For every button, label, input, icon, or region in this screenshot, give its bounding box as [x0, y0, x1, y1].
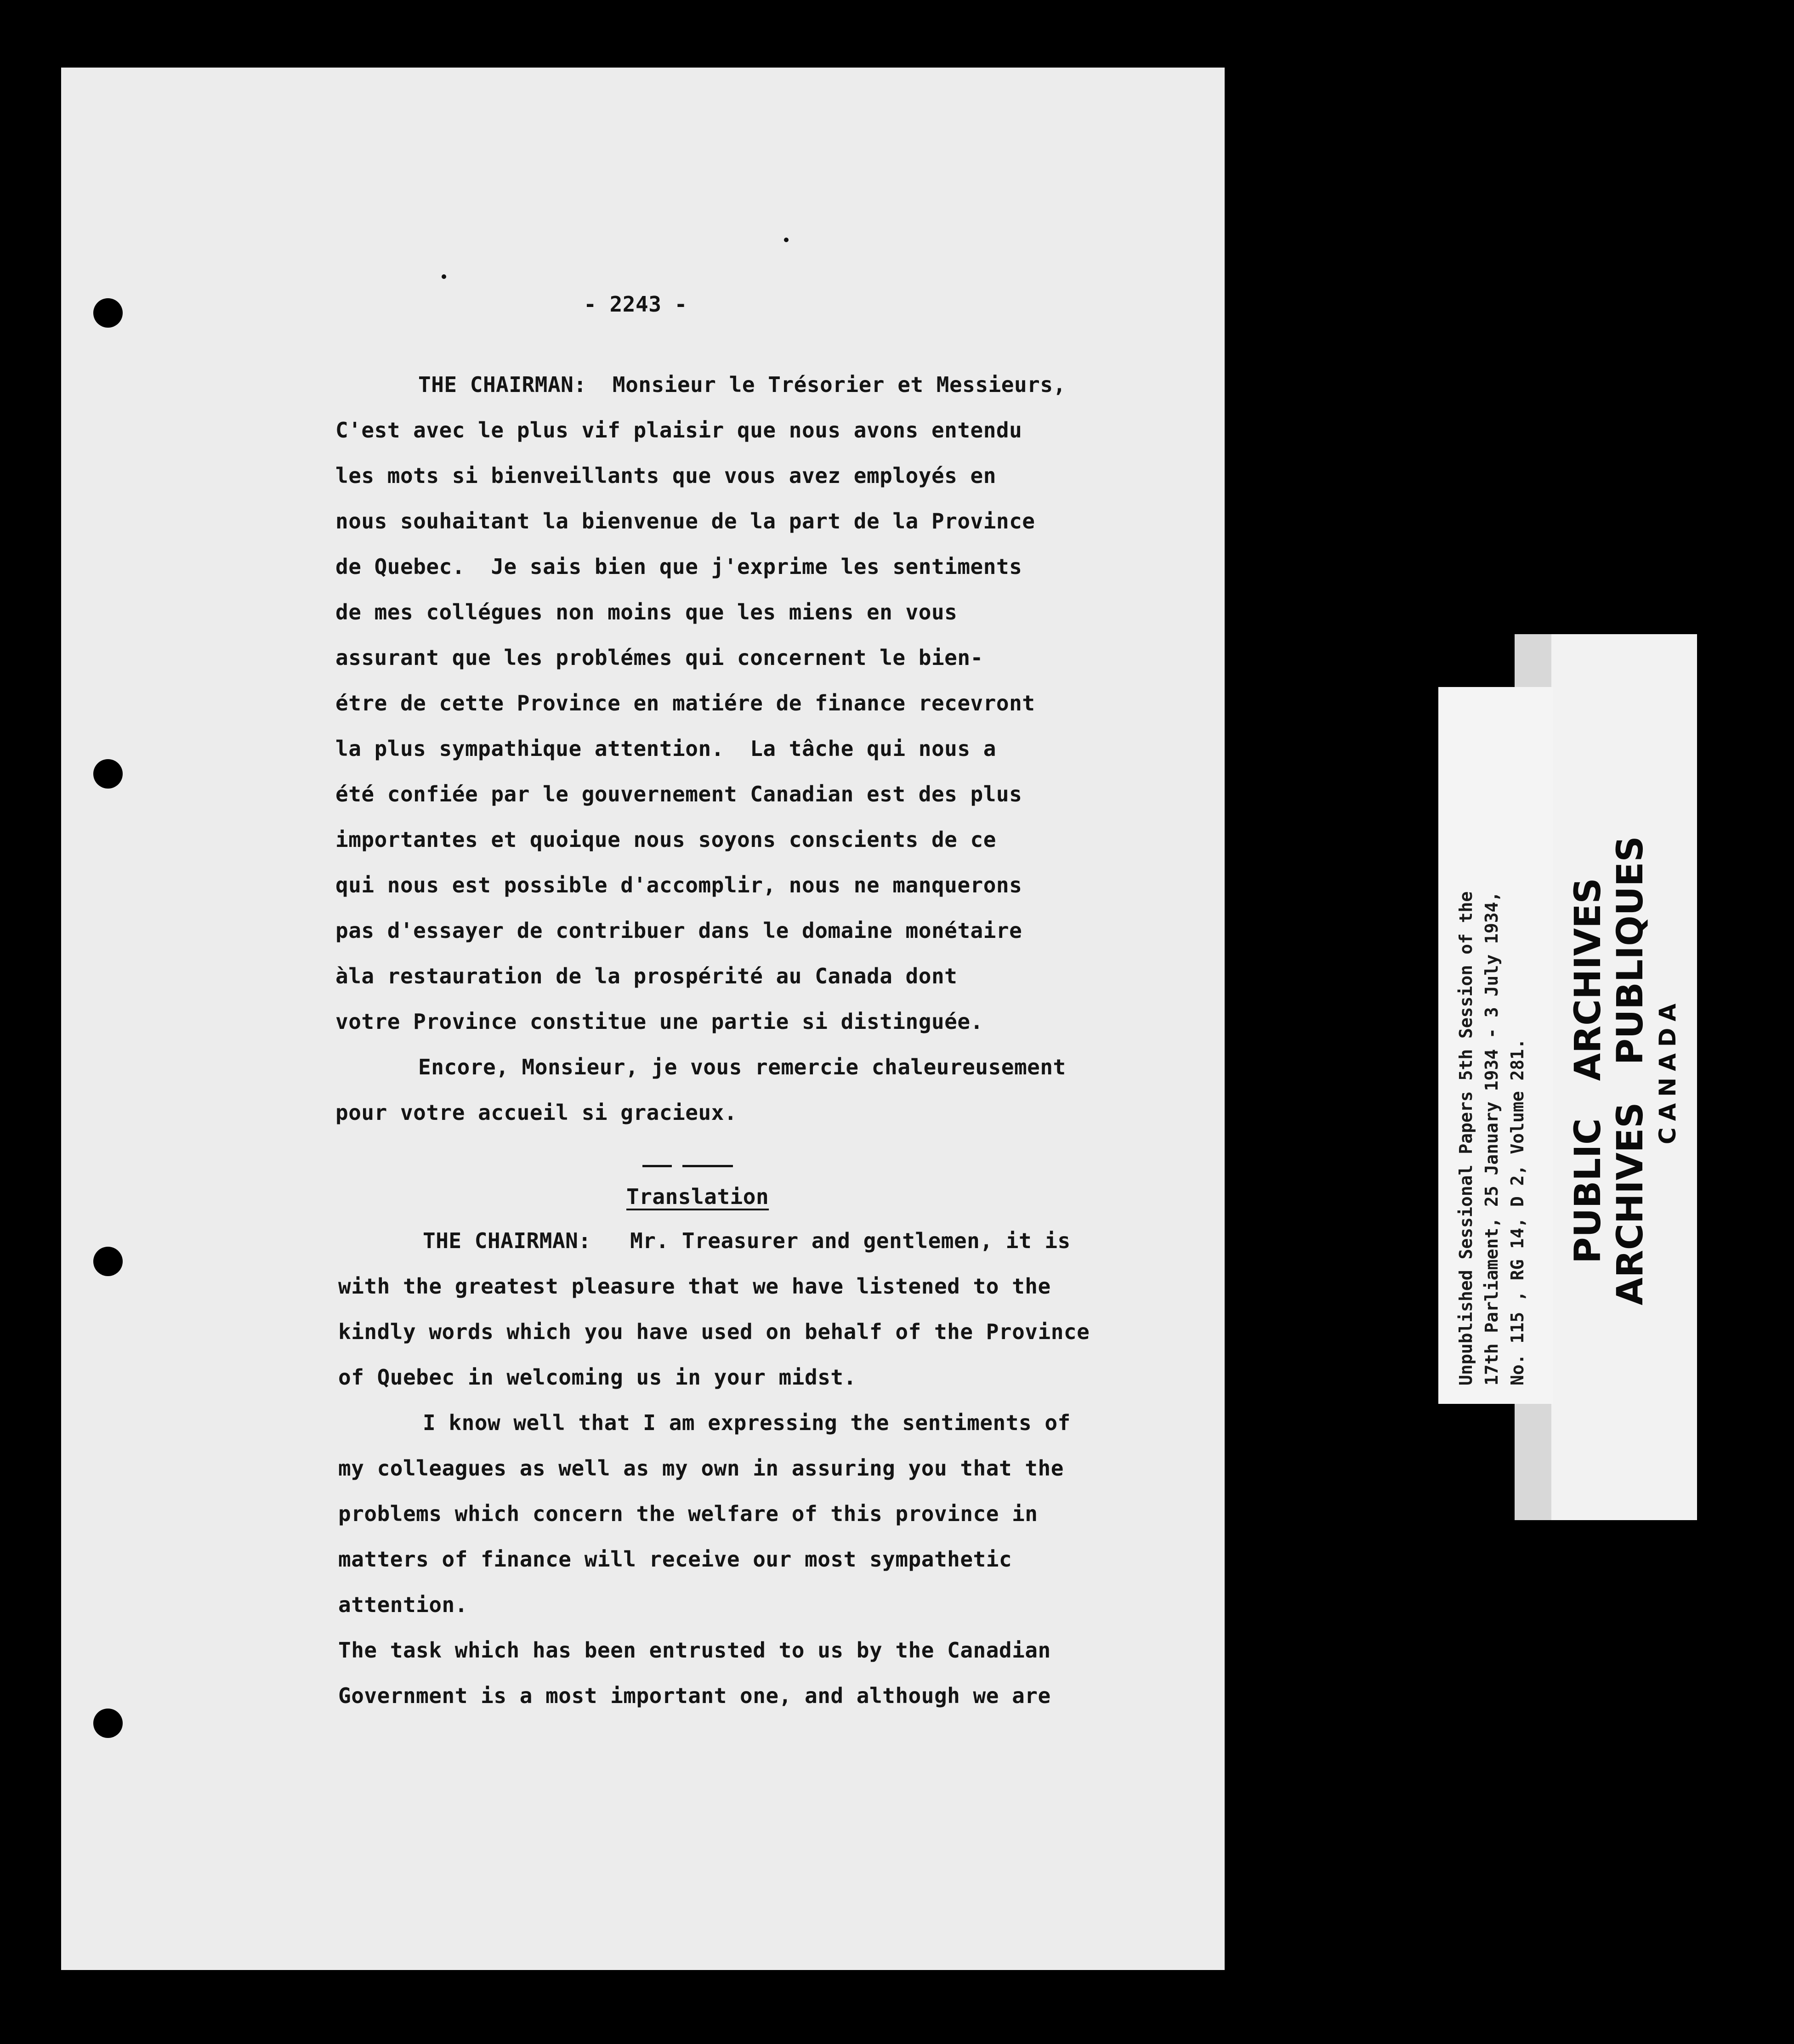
archives-stamp-text: [1567, 818, 1684, 1323]
text-line: matters of finance will receive our most sympathetic: [338, 1547, 1012, 1572]
text-line: votre Province constitue une partie si distinguée.: [335, 1009, 983, 1034]
archive-citation: [1453, 891, 1530, 1385]
text-line: pas d'essayer de contribuer dans le domaine monétaire: [335, 918, 1022, 943]
text-line: of Quebec in welcoming us in your midst.: [338, 1365, 857, 1390]
text-line: pour votre accueil si gracieux.: [335, 1100, 738, 1125]
translation-heading: Translation: [626, 1184, 769, 1209]
text-line: problems which concern the welfare of this province in: [338, 1501, 1038, 1526]
citation-line: 17th Parliament, 25 January 1934 - 3 July 1934,: [1482, 891, 1502, 1385]
section-divider: [642, 1165, 672, 1167]
stamp-line-canada: CANADA: [1654, 997, 1681, 1145]
text-line: importantes et quoique nous soyons conscients de ce: [335, 827, 996, 852]
binder-hole: [93, 1709, 123, 1738]
stamp-line-archives-publiques: ARCHIVES PUBLIQUES: [1610, 836, 1651, 1306]
document-page: [61, 68, 1225, 1970]
text-line: qui nous est possible d'accomplir, nous ne manquerons: [335, 873, 1022, 897]
stamp-line-public-archives: PUBLIC ARCHIVES: [1567, 878, 1609, 1264]
text-line: Government is a most important one, and although we are: [338, 1683, 1051, 1708]
text-line: de mes collégues non moins que les miens en vous: [335, 600, 958, 625]
text-line: with the greatest pleasure that we have listened to the: [338, 1274, 1051, 1299]
binder-hole: [93, 1247, 123, 1276]
text-line: àla restauration de la prospérité au Canada dont: [335, 964, 958, 988]
text-line: THE CHAIRMAN: Monsieur le Trésorier et Messieurs,: [418, 372, 1066, 397]
text-line: C'est avec le plus vif plaisir que nous avons entendu: [335, 418, 1022, 443]
citation-line: Unpublished Sessional Papers 5th Session of the: [1456, 891, 1476, 1385]
text-line: I know well that I am expressing the sentiments of: [423, 1410, 1071, 1435]
page-number: - 2243 -: [584, 292, 687, 317]
archives-stamp: [1567, 634, 1681, 1520]
text-line: Encore, Monsieur, je vous remercie chaleureusement: [418, 1055, 1066, 1079]
text-line: my colleagues as well as my own in assuring you that the: [338, 1456, 1064, 1481]
text-line: les mots si bienveillants que vous avez employés en: [335, 463, 996, 488]
archive-citation-slip: [1438, 687, 1553, 1404]
binder-hole: [93, 759, 123, 789]
text-line: THE CHAIRMAN: Mr. Treasurer and gentlemen, it is: [423, 1228, 1071, 1253]
section-divider: [682, 1165, 733, 1167]
binder-hole: [93, 298, 123, 328]
text-line: la plus sympathique attention. La tâche qui nous a: [335, 736, 996, 761]
text-line: nous souhaitant la bienvenue de la part de la Province: [335, 509, 1035, 534]
text-line: étre de cette Province en matiére de finance recevront: [335, 691, 1035, 715]
text-line: été confiée par le gouvernement Canadian est des plus: [335, 782, 1022, 806]
paper-speck: [442, 274, 446, 279]
text-line: kindly words which you have used on behalf of the Province: [338, 1319, 1090, 1344]
citation-line: No. 115 , RG 14, D 2, Volume 281.: [1507, 1039, 1527, 1385]
text-line: assurant que les problémes qui concernent le bien-: [335, 645, 983, 670]
text-line: de Quebec. Je sais bien que j'exprime les sentiments: [335, 554, 1022, 579]
text-line: attention.: [338, 1592, 468, 1617]
text-line: The task which has been entrusted to us by the Canadian: [338, 1638, 1051, 1663]
paper-speck: [784, 238, 789, 242]
